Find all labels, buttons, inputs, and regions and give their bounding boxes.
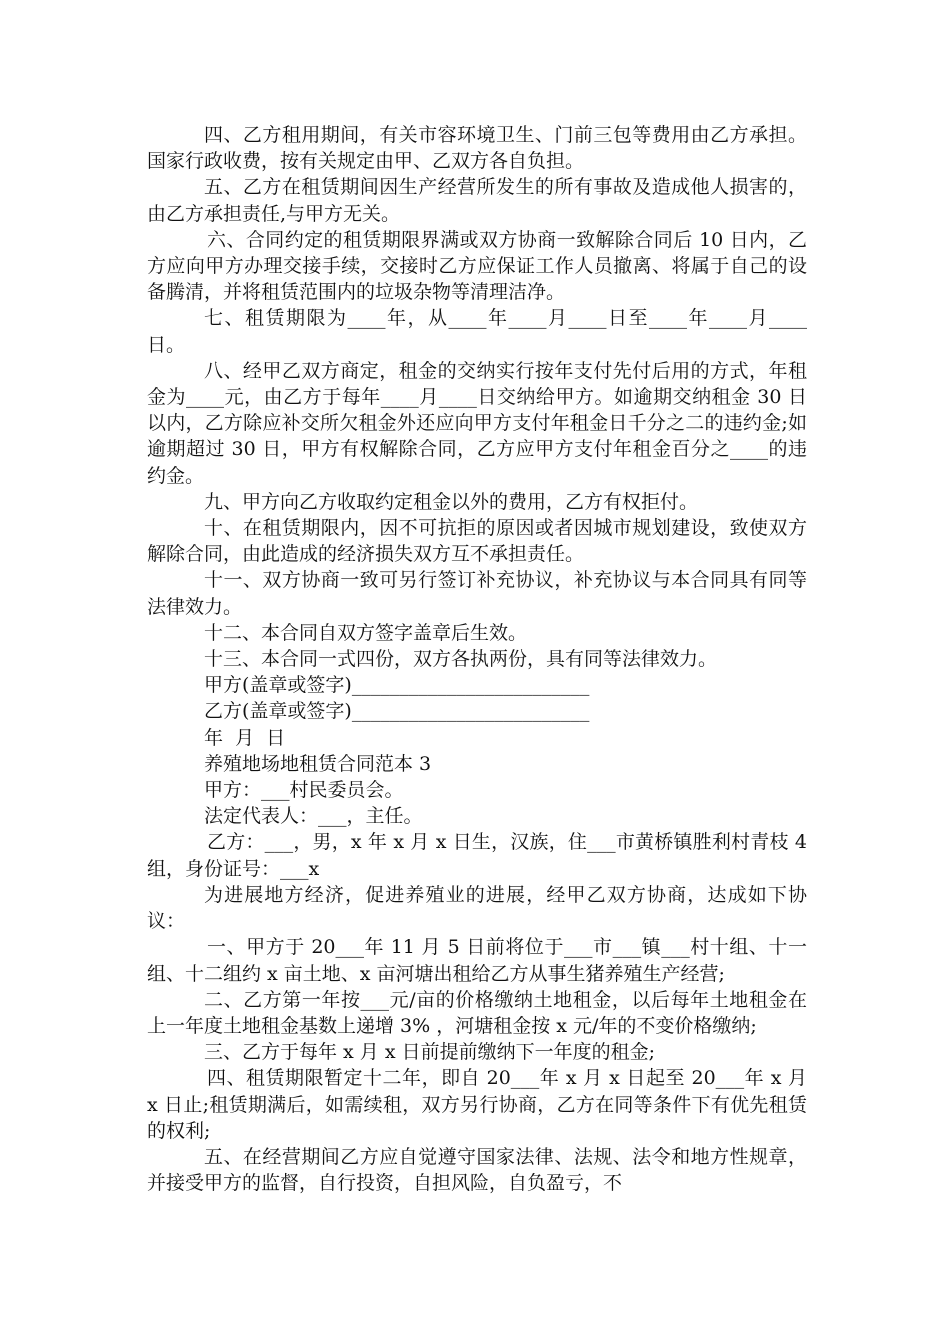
section-title: 养殖地场地租赁合同范本 3 [204,752,432,775]
signature-party-a: 甲方(盖章或签字)_________________________ [204,674,590,697]
clause-5: 五、乙方在租赁期间因生产经营所发生的所有事故及造成他人损害的，由乙方承担责任,与甲方无关。 [147,176,807,225]
signature-date: 年 月 日 [204,726,286,749]
agreement-intro: 为进展地方经济，促进养殖业的进展，经甲乙双方协商，达成如下协议： [147,883,807,933]
clause-6: 六、合同约定的租赁期限界满或双方协商一致解除合同后 10 日内，乙方应向甲方办理交接手续，交接时乙方应保证工作人员撤离、将属于自己的设备腾清，并将租赁范围内的垃圾杂物等清理洁净。 [147,228,807,304]
legal-representative: 法定代表人：___，主任。 [204,805,423,828]
document-body [147,122,814,1196]
party-b-info: 乙方：___，男，x 年 x 月 x 日生，汉族，住___市黄桥镇胜利村青枝 4 组，身份证号：___x [147,831,814,880]
clause-11: 十一、双方协商一致可另行签订补充协议，补充协议与本合同具有同等法律效力。 [147,569,807,618]
party-a-info: 甲方：___村民委员会。 [204,779,404,802]
clause-4: 四、乙方租用期间，有关市容环境卫生、门前三包等费用由乙方承担。国家行政收费，按有关规定由甲、乙双方各自负担。 [147,124,807,173]
signature-party-b: 乙方(盖章或签字)_________________________ [204,700,590,723]
agreement-clause-4: 四、租赁期限暂定十二年，即自 20___年 x 月 x 日起至 20___年 x 月 x 日止;租赁期满后，如需续租，双方另行协商，乙方在同等条件下有优先租赁的权利; [147,1067,814,1142]
clause-10: 十、在租赁期限内，因不可抗拒的原因或者因城市规划建设，致使双方解除合同，由此造成的经济损失双方互不承担责任。 [147,517,807,566]
agreement-clause-5: 五、在经营期间乙方应自觉遵守国家法律、法规、法令和地方性规章，并接受甲方的监督，自行投资，自担风险，自负盈亏，不 [147,1145,807,1195]
clause-8: 八、经甲乙双方商定，租金的交纳实行按年支付先付后用的方式，年租金为____元，由乙方于每年____月____日交纳给甲方。如逾期交纳租金 30 日以内，乙方除应补交所欠租金外还应向甲方支付年租金日千分之二的违约金;如逾期超过 30 日，甲方有权解除合同，乙方应甲方支付年租金百分之____的违约金。 [147,359,807,487]
agreement-clause-1: 一、甲方于 20___年 11 月 5 日前将位于___市___镇___村十组、十一组、十二组约 x 亩土地、x 亩河塘出租给乙方从事生猪养殖生产经营; [147,936,807,985]
clause-13: 十三、本合同一式四份，双方各执两份，具有同等法律效力。 [204,648,718,671]
agreement-clause-2: 二、乙方第一年按___元/亩的价格缴纳土地租金，以后每年土地租金在上一年度土地租金基数上递增 3% ，河塘租金按 x 元/年的不变价格缴纳; [147,988,807,1037]
clause-9: 九、甲方向乙方收取约定租金以外的费用，乙方有权拒付。 [204,490,699,513]
clause-7: 七、租赁期限为____年，从____年____月____日至____年____月____日。 [147,307,807,356]
clause-12: 十二、本合同自双方签字盖章后生效。 [204,621,528,644]
agreement-clause-3: 三、乙方于每年 x 月 x 日前提前缴纳下一年度的租金; [204,1041,655,1064]
